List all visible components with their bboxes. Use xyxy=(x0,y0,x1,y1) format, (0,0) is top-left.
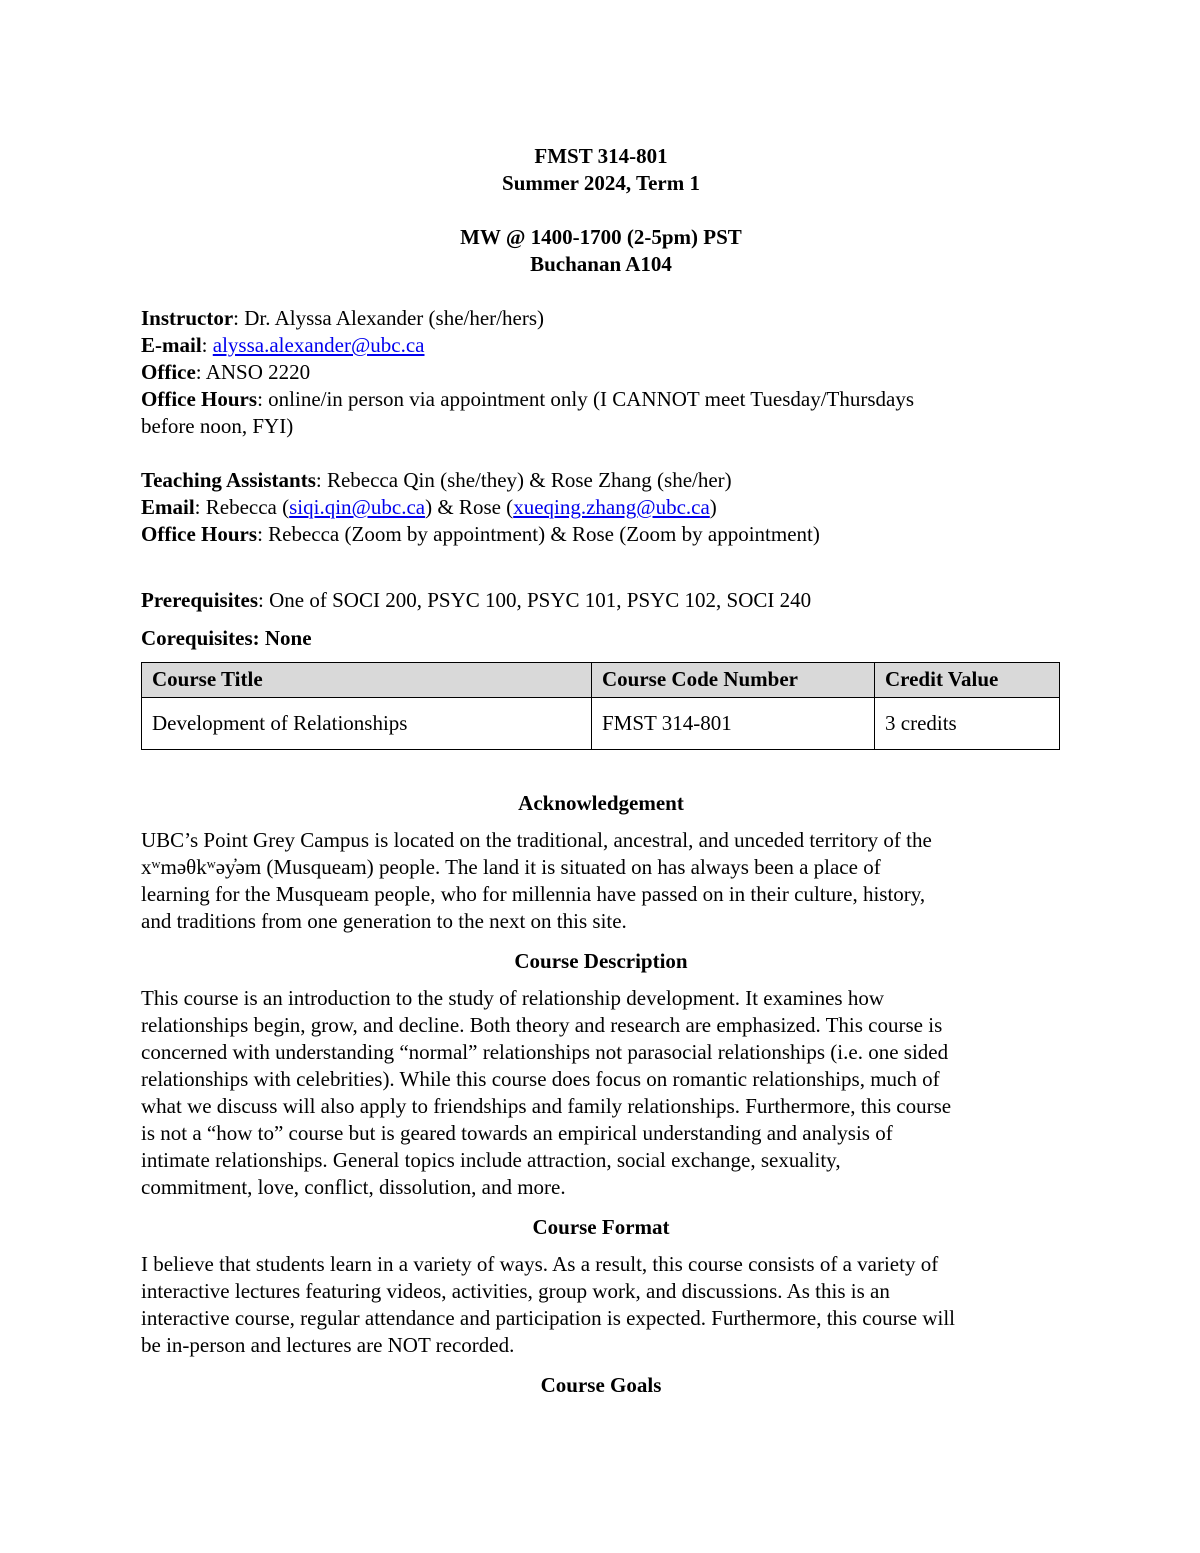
paragraph-line: is not a “how to” course but is geared towards an empirical understanding and analysis of xyxy=(141,1121,893,1145)
course-goals-heading: Course Goals xyxy=(540,1373,662,1397)
instructor-info xyxy=(141,305,1061,440)
paragraph-line: interactive lectures featuring videos, activities, group work, and discussions. As this is an xyxy=(141,1279,890,1303)
paragraph-line: and traditions from one generation to the next on this site. xyxy=(141,909,627,933)
instructor-email-link[interactable]: alyssa.alexander@ubc.ca xyxy=(212,333,425,357)
paragraph-line: commitment, love, conflict, dissolution, and more. xyxy=(141,1175,566,1199)
paragraph-line: interactive course, regular attendance and participation is expected. Furthermore, this course will xyxy=(141,1306,956,1330)
acknowledgement-paragraph xyxy=(141,827,1061,935)
ta-email-mid: ) & Rose ( xyxy=(425,495,514,519)
table-header-row xyxy=(142,663,1060,698)
table-header-cell: Credit Value xyxy=(875,663,1060,698)
instructor-label: Instructor xyxy=(141,306,234,330)
office-value: : ANSO 2220 xyxy=(195,360,311,384)
instructor-hours-line-cont: before noon, FYI) xyxy=(141,414,294,438)
table-cell: FMST 314-801 xyxy=(592,698,875,750)
table-cell: 3 credits xyxy=(875,698,1060,750)
ta-hours-label: Office Hours xyxy=(141,522,258,546)
ta-email-link-rebecca[interactable]: siqi.qin@ubc.ca xyxy=(289,495,426,519)
coreq-line: Corequisites: None xyxy=(141,626,312,650)
course-format-paragraph xyxy=(141,1251,1061,1359)
ta-info xyxy=(141,467,1061,548)
ta-hours-value: : Rebecca (Zoom by appointment) & Rose (Zoom by appointment) xyxy=(257,522,820,546)
ta-line xyxy=(141,467,1061,494)
office-hours-value: : online/in person via appointment only (I CANNOT meet Tuesday/Thursdays xyxy=(257,387,915,411)
prereq-value: : One of SOCI 200, PSYC 100, PSYC 101, PSYC 102, SOCI 240 xyxy=(258,588,812,612)
paragraph-line: learning for the Musqueam people, who for millennia have passed on in their culture, history, xyxy=(141,882,926,906)
ta-label: Teaching Assistants xyxy=(141,468,316,492)
paragraph-line: I believe that students learn in a variety of ways. As a result, this course consists of a variety of xyxy=(141,1252,939,1276)
instructor-hours-line xyxy=(141,386,1061,413)
requisites xyxy=(141,587,1061,652)
paragraph-line: relationships begin, grow, and decline. Both theory and research are emphasized. This course is xyxy=(141,1013,943,1037)
ta-email-pre: : Rebecca ( xyxy=(194,495,290,519)
ta-email-line xyxy=(141,494,1061,521)
ta-email-label: Email xyxy=(141,495,195,519)
paragraph-line: relationships with celebrities). While this course does focus on romantic relationships, much of xyxy=(141,1067,940,1091)
paragraph-line: intimate relationships. General topics include attraction, social exchange, sexuality, xyxy=(141,1148,841,1172)
course-header xyxy=(141,143,1061,278)
paragraph-line: xʷməθkʷəy̓əm (Musqueam) people. The land it is situated on has always been a place of xyxy=(141,855,881,879)
course-description-paragraph xyxy=(141,985,1061,1201)
instructor-office-line xyxy=(141,359,1061,386)
ta-value: : Rebecca Qin (she/they) & Rose Zhang (she/her) xyxy=(315,468,732,492)
course-term: Summer 2024, Term 1 xyxy=(502,171,700,195)
table-cell: Development of Relationships xyxy=(142,698,592,750)
ta-email-link-rose[interactable]: xueqing.zhang@ubc.ca xyxy=(513,495,710,519)
ta-hours-line xyxy=(141,521,1061,548)
instructor-line xyxy=(141,305,1061,332)
paragraph-line: what we discuss will also apply to friendships and family relationships. Furthermore, this course xyxy=(141,1094,952,1118)
instructor-email-line xyxy=(141,332,1061,359)
email-separator: : xyxy=(201,333,213,357)
prereq-line xyxy=(141,587,1061,614)
table-header-cell: Course Title xyxy=(142,663,592,698)
paragraph-line: concerned with understanding “normal” relationships not parasocial relationships (i.e. one sided xyxy=(141,1040,949,1064)
table-row xyxy=(142,698,1060,750)
ta-email-post: ) xyxy=(709,495,717,519)
course-schedule: MW @ 1400-1700 (2-5pm) PST xyxy=(460,225,742,249)
prereq-label: Prerequisites xyxy=(141,588,259,612)
course-description-heading: Course Description xyxy=(514,949,688,973)
table-header-cell: Course Code Number xyxy=(592,663,875,698)
instructor-value: : Dr. Alyssa Alexander (she/her/hers) xyxy=(233,306,544,330)
course-location: Buchanan A104 xyxy=(530,252,672,276)
office-hours-label: Office Hours xyxy=(141,387,258,411)
paragraph-line: This course is an introduction to the study of relationship development. It examines how xyxy=(141,986,885,1010)
course-format-heading: Course Format xyxy=(532,1215,670,1239)
office-label: Office xyxy=(141,360,196,384)
paragraph-line: be in-person and lectures are NOT recorded. xyxy=(141,1333,515,1357)
acknowledgement-heading: Acknowledgement xyxy=(518,791,684,815)
paragraph-line: UBC’s Point Grey Campus is located on the traditional, ancestral, and unceded territory of the xyxy=(141,828,932,852)
course-code: FMST 314-801 xyxy=(534,144,668,168)
instructor-email-label: E-mail xyxy=(141,333,202,357)
course-info-table xyxy=(141,662,1060,750)
syllabus-page xyxy=(141,143,1061,1409)
